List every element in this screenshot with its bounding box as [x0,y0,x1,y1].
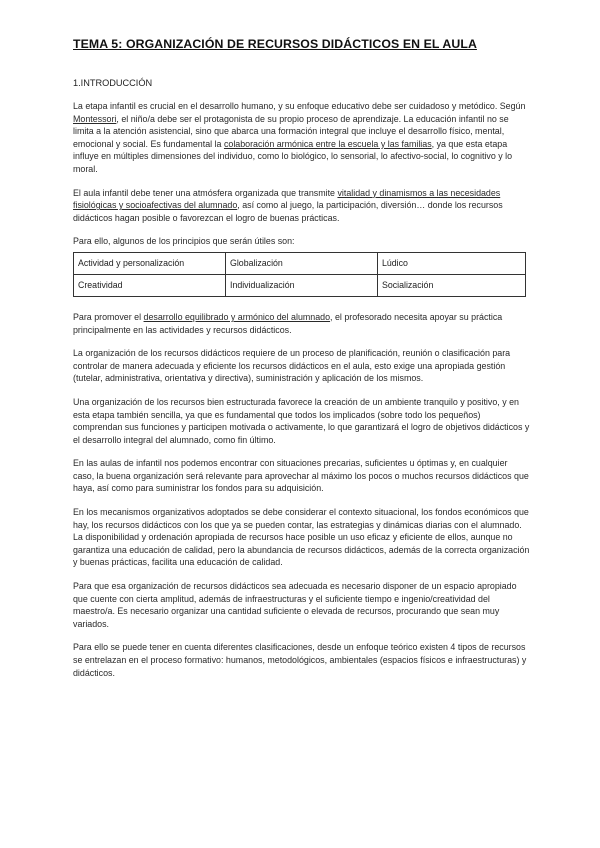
table-row [74,274,526,296]
text-run: Para promover el [73,311,144,322]
paragraph-classifications: Para ello se puede tener en cuenta diferentes clasificaciones, desde un enfoque teórico existen 4 tipos de recursos se entrelazan en el proceso formativo: humanos, metodológicos, ambientales (espacios físicos e infraestructuras) y didácticos. [73,642,527,678]
text-run: , el niño/a debe ser el protagonista de su propio proceso de aprendizaje. La educación infantil no se limita a la atención asistencial, sino que abarca una formación integral que incluye el desarrollo físico, mental, emocional y social. Es fundamental la [73,113,509,149]
paragraph-classroom [73,187,530,225]
text-run: , así como al juego, la participación, diversión… donde los recursos didácticos hagan posible o favorezcan el logro de buenas prácticas. [73,200,503,223]
table-cell: Globalización [226,252,378,274]
text-run: El aula infantil debe tener una atmósfera organizada que transmite [73,187,338,198]
table-cell: Creatividad [74,274,226,296]
text-run: La etapa infantil es crucial en el desarrollo humano, y su enfoque educativo debe ser cuidadoso y metódico. Según [73,101,526,111]
paragraph-classrooms: En las aulas de infantil nos podemos encontrar con situaciones precarias, suficientes u óptimas y, en cualquier caso, la buena organización será relevante para aprovechar al máximo los pocos o muchos recursos didácticos que haya, así como para suministrar los fondos para su adquisición. [73,458,529,494]
paragraph-mechanisms: En los mecanismos organizativos adoptados se debe considerar el contexto situacional, los fondos económicos que hay, los recursos didácticos con los que ya se pueden contar, las estrategias y dinámicas diarias con el alumnado. [73,507,529,530]
principles-intro: Para ello, algunos de los principios que serán útiles son: [73,236,295,247]
paragraph-teachers [73,311,530,336]
underlined-term: colaboración armónica entre la escuela y las familias [223,138,432,149]
section-heading: 1.INTRODUCCIÓN [73,78,153,88]
table-row [74,252,526,274]
paragraph-intro [73,100,530,176]
table-cell: Individualización [226,274,378,296]
paragraph-availability: La disponibilidad y ordenación apropiada de recursos hace posible un uso eficaz y eficiente de ellos, aunque no garantiza una educación de calidad, pero la abundancia de recursos didácticos, además de la correcta organización y buenas prácticas, facilita una educación de calidad. [73,532,530,568]
table-cell: Actividad y personalización [74,252,226,274]
underlined-term: Montessori [73,113,117,124]
underlined-term: vitalidad y dinamismos a las necesidades fisiológicas y socioafectivas del alumnado [73,187,501,211]
table-cell: Socialización [378,274,526,296]
paragraph-organization: La organización de los recursos didácticos requiere de un proceso de planificación, reunión o clasificación para controlar de manera adecuada y eficiente los recursos didácticos en el aula, esto exige una apropiada gestión (tutelar, administrativa, orientativa y directiva), suministración y aplicación de los mismos. [73,348,511,384]
table-cell: Lúdico [378,252,526,274]
text-run: , ya que esta etapa influye en múltiples dimensiones del individuo, como lo biológico, lo sensorial, lo afectivo-social, lo cognitivo y lo moral. [73,138,513,174]
underlined-term: desarrollo equilibrado y armónico del alumnado [143,311,331,322]
paragraph-space: Para que esa organización de recursos didácticos sea adecuada es necesario disponer de un espacio apropiado que cuente con cierta amplitud, además de infraestructuras y el suficiente tiempo e ingenio/creatividad del maestro/a. Es necesario organizar una cantidad suficiente o elevada de recursos, procurando que sean muy variados. [73,581,517,629]
paragraph-structure: Una organización de los recursos bien estructurada favorece la creación de un ambiente tranquilo y positivo, y en esta etapa también sencilla, ya que es fundamental que todos los implicados (sobre todo los pequeños) comprendan sus funciones y participen motivada o activamente, lo que garantizará el logro de objetivos didácticos y el desarrollo integral del alumnado, como fin último. [73,396,530,445]
text-run: , el profesorado necesita apoyar su práctica principalmente en las actividades y recursos didácticos. [73,311,503,335]
principles-table [73,252,526,297]
document-title: TEMA 5: ORGANIZACIÓN DE RECURSOS DIDÁCTICOS EN EL AULA [73,37,477,51]
